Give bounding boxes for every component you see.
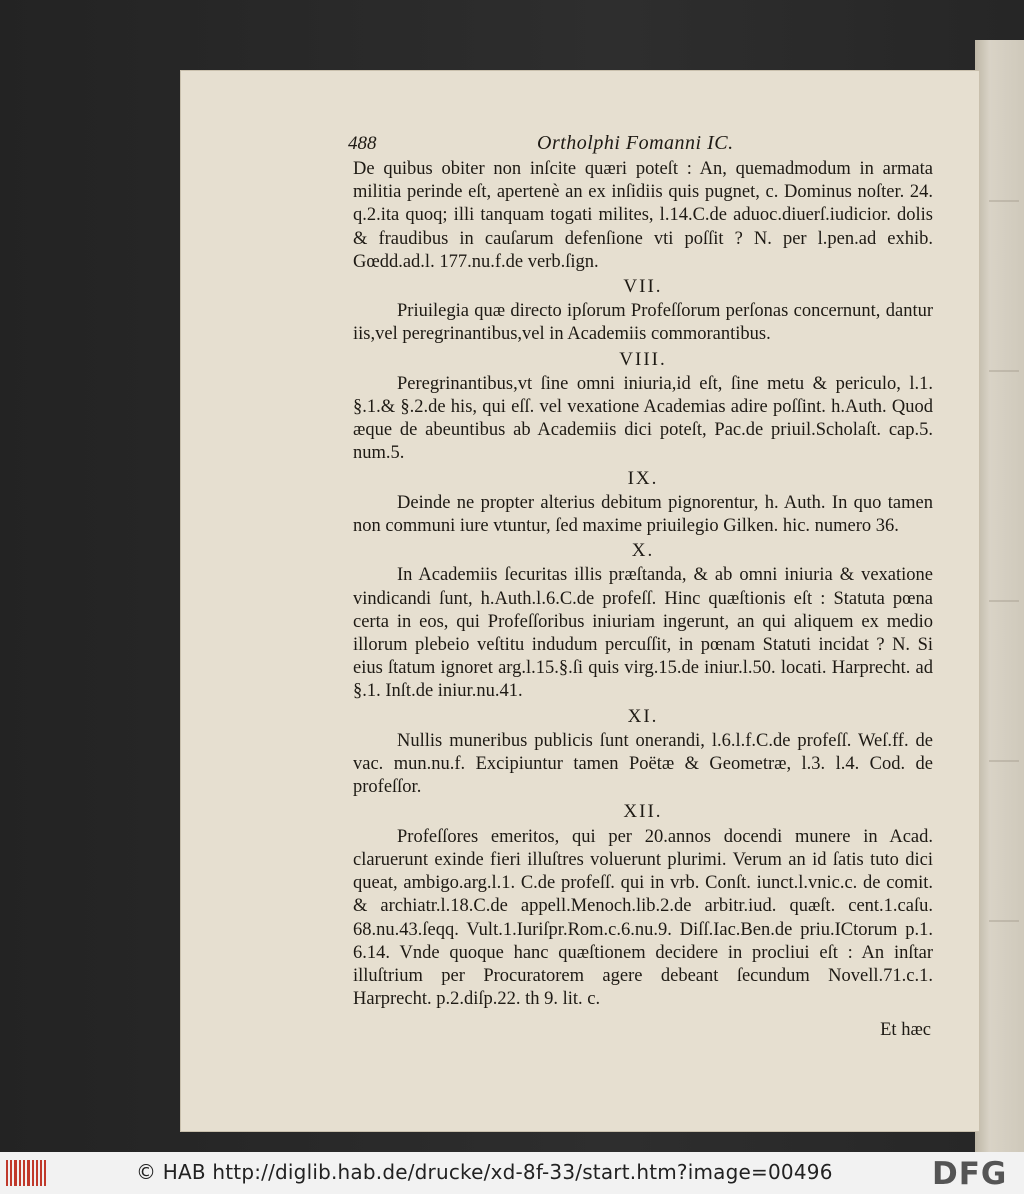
paragraph: Nullis muneribus publicis ſunt onerandi, l.6.l.f.C.de profeſſ. Weſ.ff. de vac. mun.nu.f. Excipiuntur tamen Poëtæ & Geometræ, l.3. l.4. Cod. de profeſſor.: [353, 730, 933, 798]
page-number: 488: [348, 133, 377, 154]
paragraph: Deinde ne propter alterius debitum pignorentur, h. Auth. In quo tamen non communi iure vtuntur, ſed maxime priuilegio Gilken. hic. numero 36.: [353, 492, 933, 537]
paragraph: In Academiis ſecuritas illis præſtanda, & ab omni iniuria & vexatione vindicandi ſunt, h.Auth.l.6.C.de profeſſ. Hinc quæſtionis eſt : Statuta pœna certa in eos, qui Profeſſoribus iniuriam ingerunt, an qui aliquem ex medio illorum plebeio veſtitu indudum percuſſit, in pœnam Statuti incidat ? N. Si eius ſtatum ignoret arg.l.15.§.ſi quis virg.15.de iniur.l.50. locati. Harprecht. ad §.1. Inſt.de iniur.nu.41.: [353, 565, 933, 702]
paragraph: Profeſſores emeritos, qui per 20.annos docendi munere in Acad. claruerunt exinde fieri illuſtres voluerunt plurimi. Verum an id ſatis tuto dici queat, ambigo.arg.l.1. C.de profeſſ. qui in vrb. Conſt. iunct.l.vnic.c. de comit. & archiatr.l.18.C.de appell.Menoch.lib.2.de arbitr.iud. quæſt. cent.1.caſu. 68.nu.43.ſeqq. Vult.1.Iuriſpr.Rom.c.6.nu.9. Diſſ.Iac.Ben.de priu.ICtorum p.1. 6.14. Vnde quoque hanc quæſtionem decidere in procliui eſt : An inſtar illuſtrium per Procuratorem agere debeant ſecundum Novell.71.c.1. Harprecht. p.2.diſp.22. th 9. lit. c.: [353, 826, 933, 1010]
running-head: Ortholphi Fomanni IC.: [537, 132, 734, 154]
section-heading: XI.: [627, 705, 659, 727]
paragraph: De quibus obiter non inſcite quæri poteſt : An, quemadmodum in armata militia perinde eſt, apertenè an ex inſidiis quis pugnet, c. Dominus noſter. 24. q.2.ita quoq; illi tanquam togati milites, l.14.C.de aduoc.diuerſ.iudicior. dolis & fraudibus in cauſarum defenſione vti poſſit ? N. per l.pen.ad exhib. Gœdd.ad.l. 177.nu.f.de verb.ſign.: [353, 159, 933, 272]
citation-link[interactable]: © HAB http://diglib.hab.de/drucke/xd-8f-33/start.htm?image=00496: [136, 1160, 833, 1184]
section-heading: VII.: [623, 276, 663, 298]
page-header: [348, 128, 933, 158]
viewer-footer: [0, 1152, 1024, 1194]
page-text: [348, 128, 933, 1043]
section-heading: VIII.: [619, 348, 667, 370]
dfg-logo: DFG: [932, 1156, 1008, 1192]
section-heading: X.: [631, 540, 655, 562]
section-heading: IX.: [627, 467, 659, 489]
catchword: Et hæc: [880, 1020, 931, 1041]
paragraph: Priuilegia quæ directo ipſorum Profeſſorum perſonas concernunt, dantur iis,vel peregrinantibus,vel in Academiis commorantibus.: [353, 301, 933, 345]
barcode-icon: [6, 1160, 46, 1186]
facing-page-edge: [975, 40, 1024, 1152]
paragraph: Peregrinantibus,vt ſine omni iniuria,id eſt, ſine metu & periculo, l.1. §.1.& §.2.de his, qui eſſ. vel vexatione Academias adire poſſint. h.Auth. Quod æque de abeuntibus ab Academiis dici poteſt, Pac.de priuil.Scholaſt. cap.5. num.5.: [353, 373, 933, 464]
text-blocks: [353, 158, 933, 1011]
section-heading: XII.: [623, 801, 663, 823]
